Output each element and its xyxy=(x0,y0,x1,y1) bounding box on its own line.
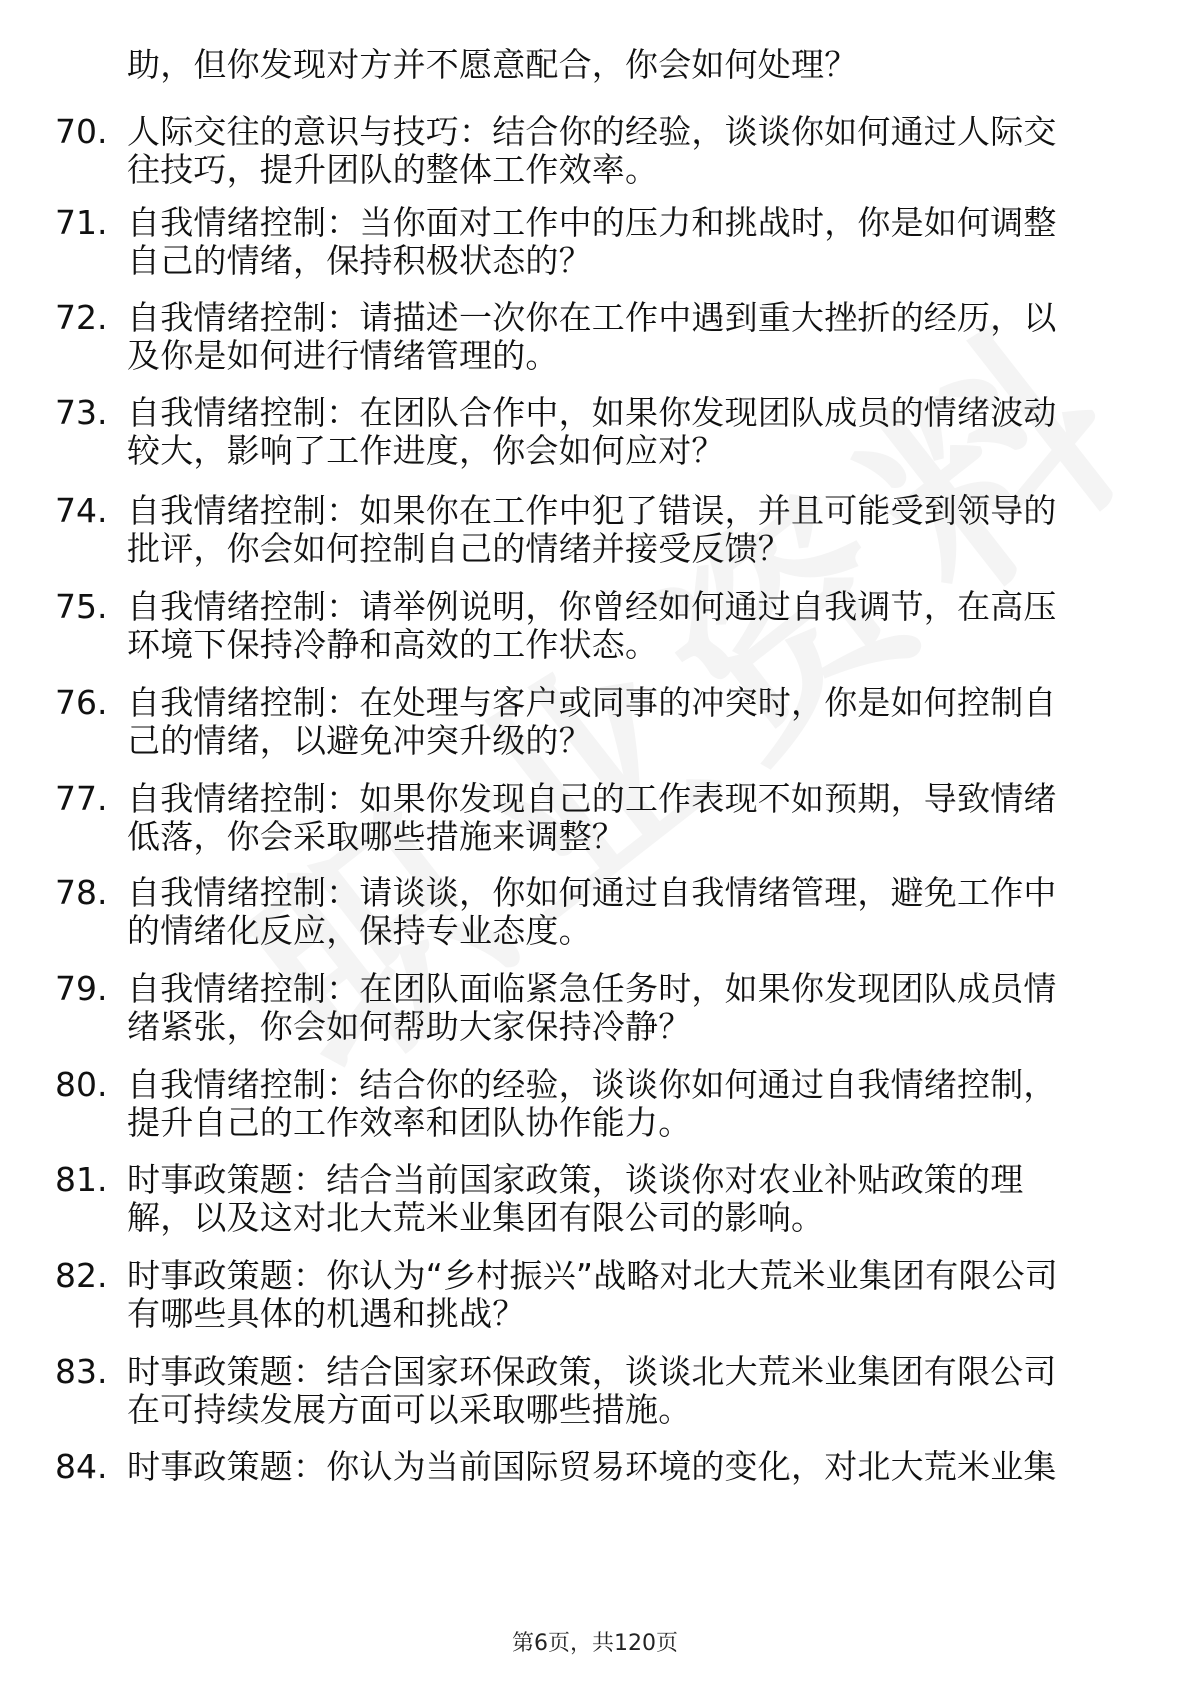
item-line: 时事政策题：你认为“乡村振兴”战略对北大荒米业集团有限公司 xyxy=(127,1256,1058,1295)
item-line: 时事政策题：你认为当前国际贸易环境的变化，对北大荒米业集 xyxy=(127,1447,1057,1486)
item-number: 84. xyxy=(55,1447,108,1486)
item-line: 解，以及这对北大荒米业集团有限公司的影响。 xyxy=(127,1198,825,1237)
item-number: 77. xyxy=(55,779,108,818)
item-line: 的情绪化反应，保持专业态度。 xyxy=(127,911,592,950)
item-number: 79. xyxy=(55,969,108,1008)
item-line: 自我情绪控制：如果你在工作中犯了错误，并且可能受到领导的 xyxy=(127,491,1057,530)
item-line: 自己的情绪，保持积极状态的？ xyxy=(127,241,592,280)
item-line: 自我情绪控制：在团队合作中，如果你发现团队成员的情绪波动 xyxy=(127,393,1057,432)
item-line: 绪紧张，你会如何帮助大家保持冷静？ xyxy=(127,1007,692,1046)
item-number: 71. xyxy=(55,203,108,242)
item-number: 76. xyxy=(55,683,108,722)
item-number: 78. xyxy=(55,873,108,912)
item-line: 自我情绪控制：在处理与客户或同事的冲突时，你是如何控制自 xyxy=(127,683,1057,722)
item-line: 往技巧，提升团队的整体工作效率。 xyxy=(127,150,659,189)
item-line: 时事政策题：结合当前国家政策，谈谈你对农业补贴政策的理 xyxy=(127,1160,1024,1199)
item-line: 低落，你会采取哪些措施来调整？ xyxy=(127,817,625,856)
item-line: 提升自己的工作效率和团队协作能力。 xyxy=(127,1103,692,1142)
item-number: 73. xyxy=(55,393,108,432)
item-line: 自我情绪控制：当你面对工作中的压力和挑战时，你是如何调整 xyxy=(127,203,1057,242)
item-line: 及你是如何进行情绪管理的。 xyxy=(127,336,559,375)
item-line: 己的情绪，以避免冲突升级的？ xyxy=(127,721,592,760)
item-number: 81. xyxy=(55,1160,108,1199)
item-line: 较大，影响了工作进度，你会如何应对？ xyxy=(127,431,725,470)
item-number: 82. xyxy=(55,1256,108,1295)
item-number: 72. xyxy=(55,298,108,337)
item-line: 批评，你会如何控制自己的情绪并接受反馈？ xyxy=(127,529,791,568)
item-line: 自我情绪控制：如果你发现自己的工作表现不如预期，导致情绪 xyxy=(127,779,1057,818)
item-line: 自我情绪控制：请描述一次你在工作中遇到重大挫折的经历，以 xyxy=(127,298,1057,337)
item-line: 有哪些具体的机遇和挑战？ xyxy=(127,1294,526,1333)
item-line: 在可持续发展方面可以采取哪些措施。 xyxy=(127,1390,692,1429)
item-number: 80. xyxy=(55,1065,108,1104)
item-line: 自我情绪控制：在团队面临紧急任务时，如果你发现团队成员情 xyxy=(127,969,1057,1008)
item-line: 时事政策题：结合国家环保政策，谈谈北大荒米业集团有限公司 xyxy=(127,1352,1057,1391)
item-line: 自我情绪控制：请谈谈，你如何通过自我情绪管理，避免工作中 xyxy=(127,873,1057,912)
page-number-footer: 第6页，共120页 xyxy=(512,1631,678,1656)
item-number: 70. xyxy=(55,112,108,151)
item-line: 自我情绪控制：请举例说明，你曾经如何通过自我调节，在高压 xyxy=(127,587,1057,626)
item-number: 75. xyxy=(55,587,108,626)
item-number: 83. xyxy=(55,1352,108,1391)
item-line: 人际交往的意识与技巧：结合你的经验，谈谈你如何通过人际交 xyxy=(127,112,1057,151)
item-line: 自我情绪控制：结合你的经验，谈谈你如何通过自我情绪控制， xyxy=(127,1065,1057,1104)
item-line: 环境下保持冷静和高效的工作状态。 xyxy=(127,625,659,664)
item-line: 助，但你发现对方并不愿意配合，你会如何处理？ xyxy=(127,45,858,84)
item-number: 74. xyxy=(55,491,108,530)
